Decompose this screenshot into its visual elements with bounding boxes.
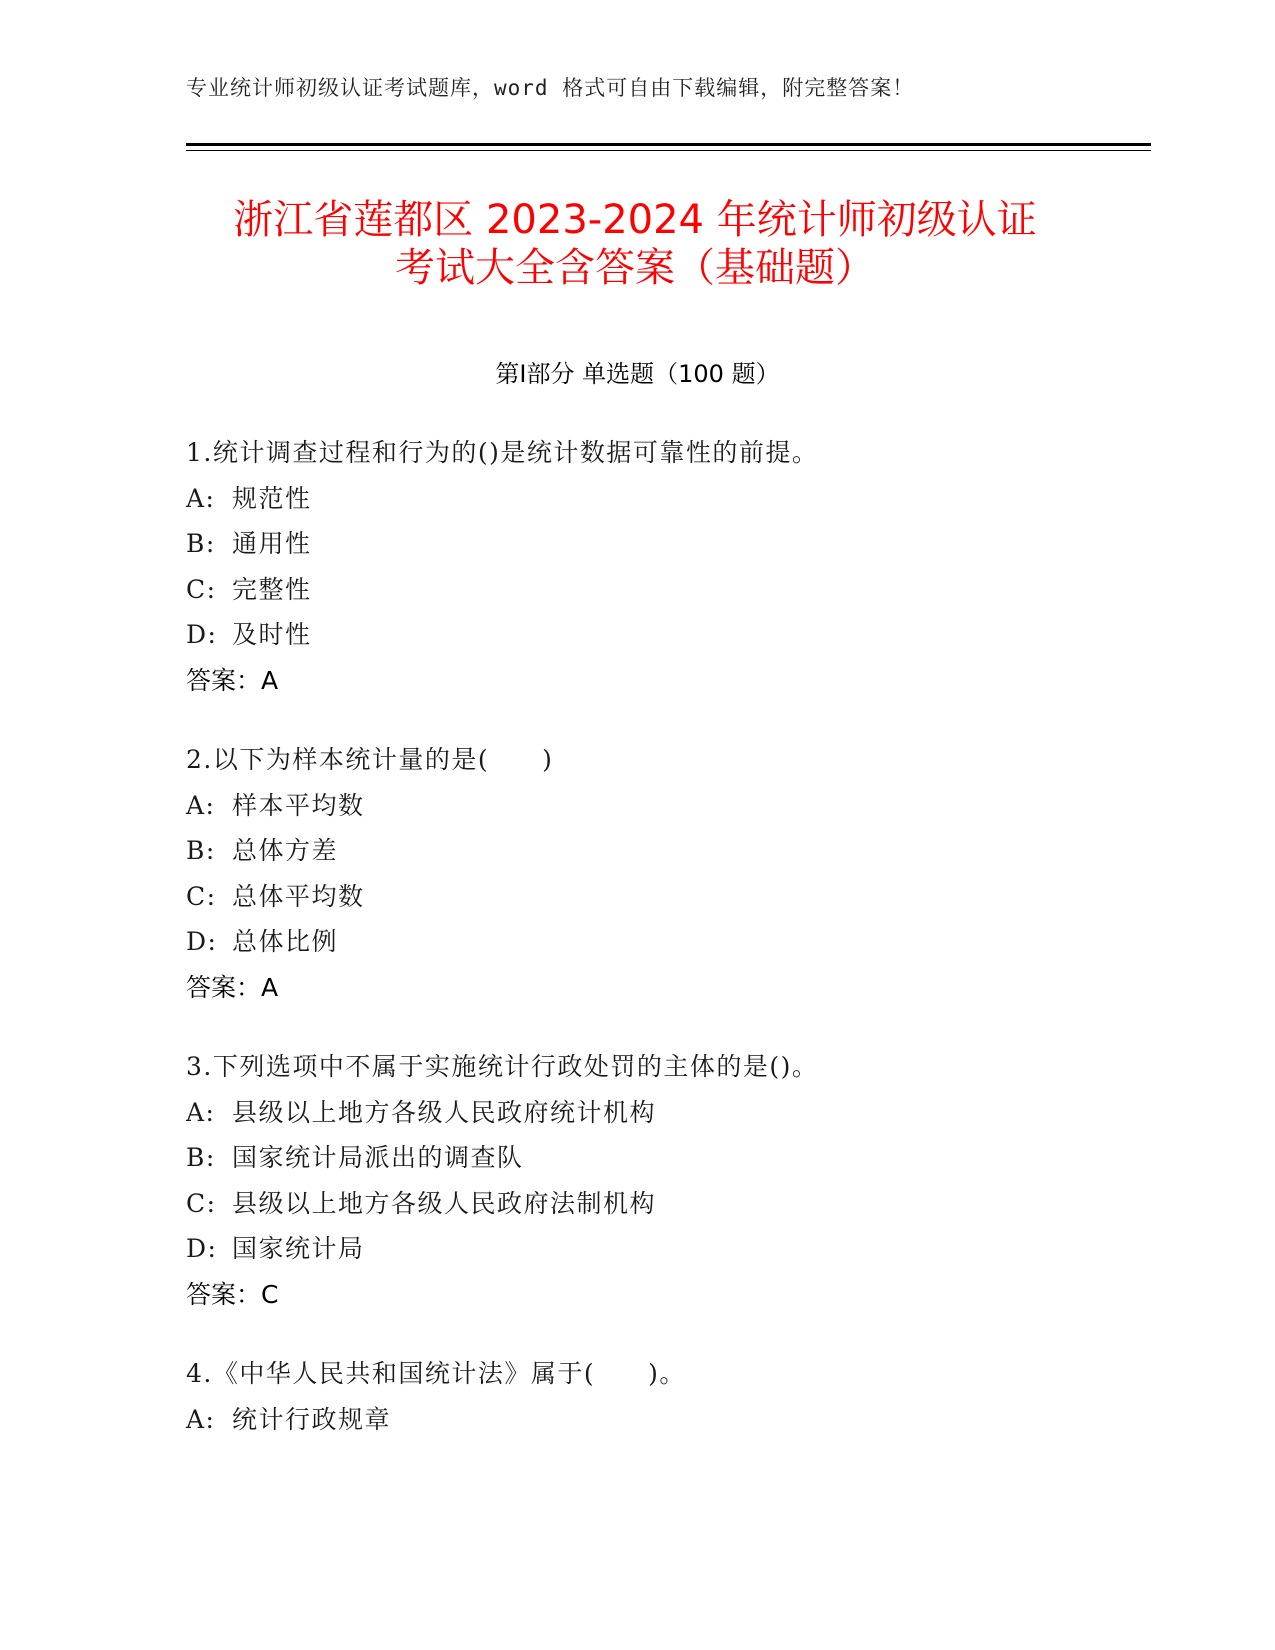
question-list (186, 430, 1146, 1476)
answer-value: A (261, 972, 279, 1002)
option-b (186, 521, 1146, 567)
header-note: 专业统计师初级认证考试题库，word 格式可自由下载编辑，附完整答案！ (186, 76, 915, 100)
answer-line (186, 965, 1146, 1011)
option-a (186, 783, 1146, 829)
header-rule-thin (186, 150, 1151, 151)
option-c (186, 1181, 1146, 1227)
section-heading: 第Ⅰ部分 单选题（100 题） (495, 360, 780, 388)
option-letter: C: (186, 574, 217, 604)
option-text: 样本平均数 (232, 790, 365, 820)
option-letter: A: (186, 1097, 216, 1127)
option-letter: B: (186, 1143, 216, 1172)
option-text: 国家统计局 (232, 1234, 365, 1263)
option-text: 总体比例 (232, 927, 339, 956)
option-text: 通用性 (232, 529, 312, 558)
option-a (186, 1397, 1146, 1443)
answer-label: 答案： (186, 972, 262, 1002)
header-rule-thick (186, 143, 1151, 146)
option-text: 县级以上地方各级人民政府法制机构 (232, 1188, 657, 1218)
answer-label: 答案： (186, 665, 262, 695)
option-c (186, 567, 1146, 613)
option-text: 总体平均数 (232, 881, 365, 911)
option-letter: D: (186, 620, 218, 649)
option-c (186, 874, 1146, 920)
question-2 (186, 737, 1146, 1010)
option-letter: D: (186, 1234, 218, 1263)
option-text: 国家统计局派出的调查队 (232, 1143, 524, 1172)
option-a (186, 1090, 1146, 1136)
answer-value: A (261, 665, 279, 695)
option-letter: B: (186, 529, 216, 558)
title-line-2: 考试大全含答案（基础题） (395, 245, 875, 291)
option-b (186, 1135, 1146, 1181)
question-stem: 3.下列选项中不属于实施统计行政处罚的主体的是()。 (186, 1052, 819, 1081)
option-text: 及时性 (232, 620, 312, 649)
option-d (186, 1226, 1146, 1272)
question-3 (186, 1044, 1146, 1317)
option-text: 总体方差 (232, 836, 339, 865)
question-1 (186, 430, 1146, 703)
document-title (150, 196, 1120, 292)
answer-line (186, 1272, 1146, 1318)
option-text: 县级以上地方各级人民政府统计机构 (232, 1097, 657, 1127)
question-stem: 2.以下为样本统计量的是( ) (186, 745, 554, 774)
option-letter: A: (186, 483, 216, 513)
option-b (186, 828, 1146, 874)
option-text: 统计行政规章 (232, 1404, 392, 1434)
option-letter: C: (186, 881, 217, 911)
answer-line (186, 658, 1146, 704)
option-text: 完整性 (232, 574, 312, 604)
question-4 (186, 1351, 1146, 1442)
option-letter: B: (186, 836, 216, 865)
question-stem: 4.《中华人民共和国统计法》属于( )。 (186, 1359, 686, 1388)
option-a (186, 476, 1146, 522)
option-d (186, 919, 1146, 965)
title-line-1: 浙江省莲都区 2023-2024 年统计师初级认证 (233, 197, 1037, 243)
answer-value: C (261, 1279, 279, 1309)
option-letter: A: (186, 790, 216, 820)
option-letter: C: (186, 1188, 217, 1218)
option-letter: D: (186, 927, 218, 956)
question-stem: 1.统计调查过程和行为的()是统计数据可靠性的前提。 (186, 438, 819, 467)
answer-label: 答案： (186, 1279, 262, 1309)
option-letter: A: (186, 1404, 216, 1434)
option-d (186, 612, 1146, 658)
option-text: 规范性 (232, 483, 312, 513)
